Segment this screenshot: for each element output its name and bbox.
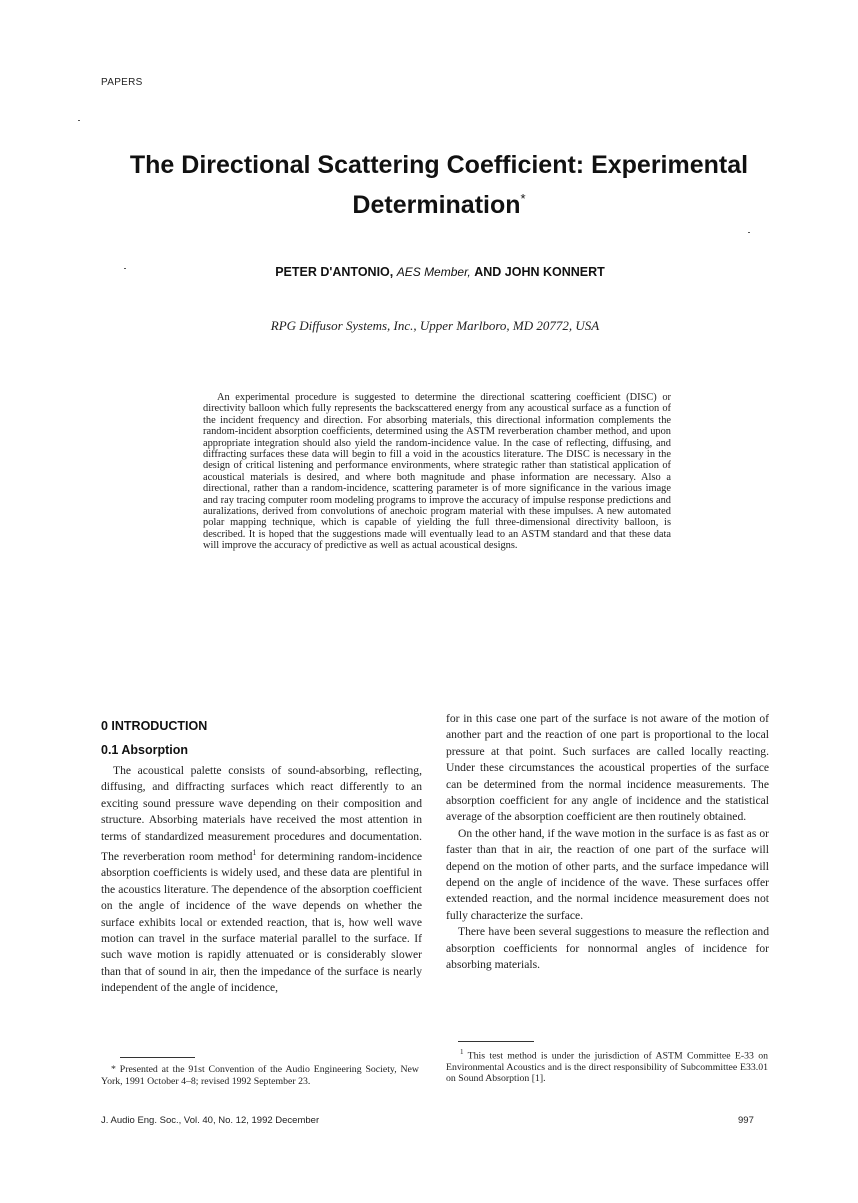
- paragraph: for in this case one part of the surface is not aware of the motion of another part and the reaction of one part is proportional to the local pressure at that point. Such surfaces are called locally reacting. Under these circumstances the acoustical properties of the surface can be determined from the normal incidence measurements. The absorption coefficient for any angle of incidence and the statistical average of the absorption coefficient are then routinely obtained.: [446, 712, 769, 824]
- body-column-left: [101, 763, 422, 997]
- subsection-heading: 0.1 Absorption: [101, 743, 189, 757]
- footnote-divider-right: [458, 1041, 534, 1042]
- footnote-mark: 1: [460, 1048, 464, 1056]
- paragraph-text: The acoustical palette consists of sound-absorbing, reflecting, diffusing, and diffracting surfaces which react differently to an exciting sound pressure wave depending on their composition and structure. Absorbing materials have received the most attention in terms of standardized measurement procedures and documentation. The reverberation room method: [101, 764, 422, 863]
- scan-speck: [748, 232, 750, 233]
- author-first: PETER D'ANTONIO,: [275, 265, 394, 279]
- title-line-2: [60, 182, 818, 222]
- body-column-right: [446, 711, 769, 974]
- scan-speck: [78, 120, 80, 121]
- paragraph: On the other hand, if the wave motion in the surface is as fast as or faster than that in air, the reaction of one part of the surface will depend on the motion of other parts, and the surface impedance will depend on the angle of incidence of the wave. These surfaces offer extended reaction, and the normal incidence measurement does not fully characterize the surface.: [446, 826, 769, 922]
- footnote-astm: [446, 1047, 768, 1085]
- author-second: AND JOHN KONNERT: [474, 265, 605, 279]
- page-number: 997: [738, 1115, 754, 1126]
- section-label: PAPERS: [101, 77, 143, 88]
- paragraph: There have been several suggestions to measure the reflection and absorption coefficients for nonnormal angles of incidence for absorbing materials.: [446, 925, 769, 972]
- journal-citation: J. Audio Eng. Soc., Vol. 40, No. 12, 1992 December: [101, 1115, 320, 1126]
- footnote-divider-left: [120, 1057, 195, 1058]
- paragraph: [101, 763, 422, 997]
- section-heading: 0 INTRODUCTION: [101, 719, 208, 733]
- author-line: [0, 265, 858, 279]
- title-footnote-mark: *: [520, 191, 526, 206]
- author-first-role: AES Member,: [396, 265, 471, 279]
- paper-title: [60, 149, 818, 222]
- reference-mark: 1: [252, 848, 257, 858]
- affiliation: RPG Diffusor Systems, Inc., Upper Marlboro, MD 20772, USA: [270, 318, 600, 333]
- scan-speck: [124, 268, 126, 269]
- footnote-presentation: * Presented at the 91st Convention of the Audio Engineering Society, New York, 1991 October 4–8; revised 1992 September 23.: [101, 1064, 419, 1087]
- title-line-2-text: Determination: [352, 191, 521, 219]
- footnote-text: This test method is under the jurisdiction of ASTM Committee E-33 on Environmental Acoustics and is the direct responsibility of Subcommittee E33.01 on Sound Absorption [1].: [446, 1050, 768, 1085]
- paragraph-text-continued: for determining random-incidence absorption coefficients is widely used, and these data are plentiful in the acoustics literature. The dependence of the absorption coefficient on the angle of incidence of the wave depends on whether the surface exhibits local or extended reaction, that is, how well wave motion can travel in the surface material parallel to the surface. If such wave motion is rapidly attenuated or is considerably slower than that of sound in air, then the impedance of the surface is nearly independent of the angle of incidence,: [101, 849, 422, 995]
- abstract: An experimental procedure is suggested to determine the directional scattering coefficient (DISC) or directivity balloon which fully represents the backscattered energy from any acoustical surface as a function of the incident frequency and direction. For absorbing materials, this directional information complements the random-incident absorption coefficients, determined using the ASTM reverberation chamber method, and upon appropriate integration should also yield the random-incidence value. In the case of reflecting, diffusing, and diffracting surfaces these data will begin to fill a void in the acoustics literature. The DISC is necessary in the design of critical listening and performance environments, where strategic rather than statistical application of acoustical materials is desired, and where both magnitude and phase information are necessary. Also a directional, rather than a random-incidence, scattering parameter is of more significance in the various image and ray tracing computer room modeling programs to improve the accuracy of impulse response predictions and auralizations, derived from convolutions of anechoic program material with these impulses. A new automated polar mapping technique, which is capable of yielding the full three-dimensional directivity balloon, is described. It is hoped that the suggestions made will eventually lead to an ASTM standard and that these data will improve the accuracy of predictive as well as actual acoustical designs.: [203, 392, 671, 552]
- title-line-1: The Directional Scattering Coefficient: Experimental: [129, 151, 749, 179]
